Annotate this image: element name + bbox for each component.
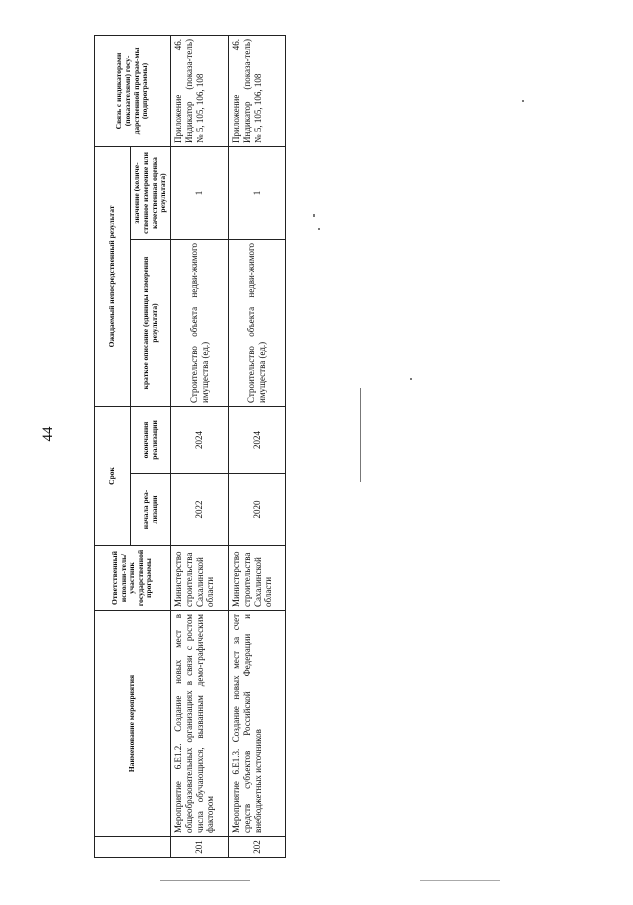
row-link: Приложение 46. Индикатор (показа-тель) № 5, 105, 106, 108 <box>229 35 286 146</box>
measures-table <box>94 35 286 858</box>
rotated-table-container <box>94 36 285 858</box>
row-description: Строительство объекта недви-жимого имущества (ед.) <box>229 239 286 406</box>
header-term: Срок <box>95 406 131 545</box>
row-start: 2020 <box>229 474 286 546</box>
row-name: Мероприятие 6.E1.3. Создание новых мест за счет средств субъектов Российской Федерации и внебюджетных источников <box>229 611 286 837</box>
header-start: начала реа-лизации <box>131 474 171 546</box>
scan-artifact-dot <box>313 214 315 217</box>
header-number <box>95 837 171 858</box>
row-value: 1 <box>229 146 286 239</box>
row-value: 1 <box>171 146 229 239</box>
header-link: Связь с индикаторами (показателями) госу-дарственной програм-мы (подпрограммы) <box>95 35 171 146</box>
row-link: Приложение 46. Индикатор (показа-тель) № 5, 105, 106, 108 <box>171 35 229 146</box>
header-value: значение (количе-ственное измерение или качественная оценка результата) <box>131 146 171 239</box>
header-name: Наименование мероприятия <box>95 611 171 837</box>
row-responsible: Министерство строительства Сахалинской области <box>171 546 229 611</box>
table-row <box>229 35 286 857</box>
row-responsible: Министерство строительства Сахалинской области <box>229 546 286 611</box>
scan-artifact-line <box>360 388 361 482</box>
row-name: Мероприятие 6.E1.2. Создание новых мест в общеобразовательных организациях в связи с ростом числа обучающихся, вызванным демо-графическим фактором <box>171 611 229 837</box>
scan-artifact-dot <box>410 378 412 380</box>
header-expected-result: Ожидаемый непосредственный результат <box>95 146 131 406</box>
page-number: 44 <box>40 426 56 442</box>
scan-artifact-line <box>420 880 500 881</box>
row-description: Строительство объекта недви-жимого имущества (ед.) <box>171 239 229 406</box>
header-description: краткое описание (единицы измерения результата) <box>131 239 171 406</box>
row-number: 201 <box>171 837 229 858</box>
row-number: 202 <box>229 837 286 858</box>
row-start: 2022 <box>171 474 229 546</box>
table-row <box>171 35 229 857</box>
header-end: окончания реализации <box>131 406 171 473</box>
header-responsible: Ответственный исполни-тель/участник государственной программы <box>95 546 171 611</box>
scan-artifact-line <box>160 880 250 881</box>
scan-artifact-dot <box>318 228 320 230</box>
row-end: 2024 <box>171 406 229 473</box>
scan-artifact-dot <box>522 100 524 102</box>
row-end: 2024 <box>229 406 286 473</box>
